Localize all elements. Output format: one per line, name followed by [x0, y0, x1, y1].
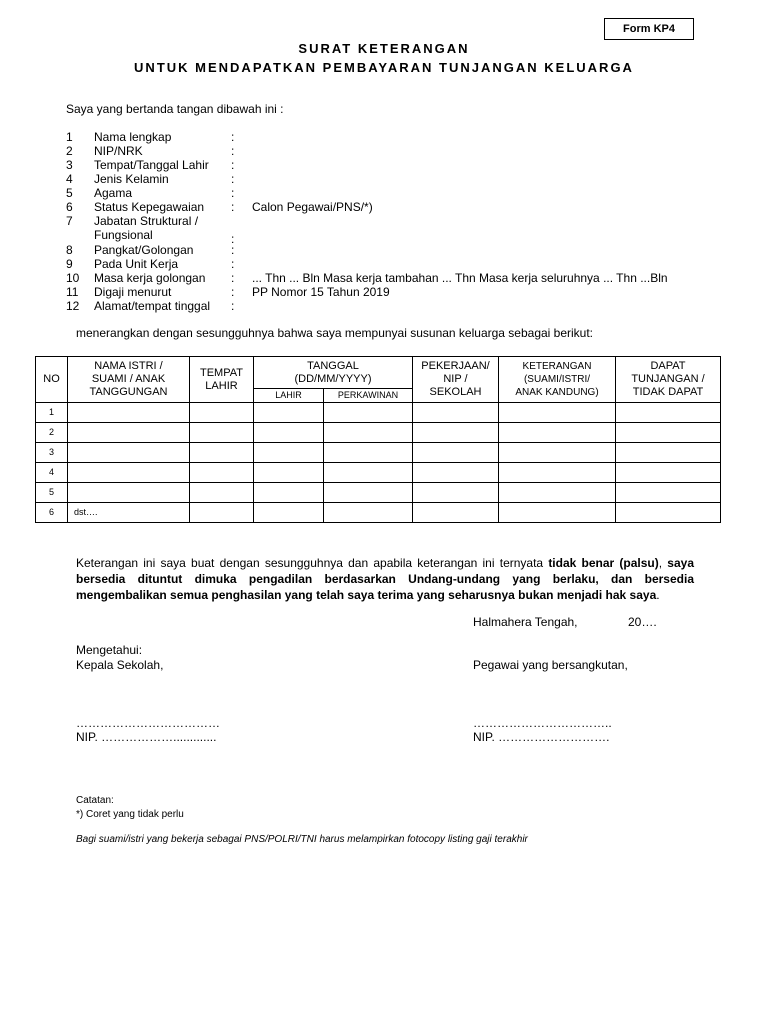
- table-row: [36, 403, 721, 423]
- field-label-position: Jabatan Struktural /: [94, 214, 199, 228]
- header-date-marriage: PERKAWINAN: [324, 389, 413, 403]
- row-cell: [254, 423, 324, 443]
- table-row: [36, 463, 721, 483]
- field-label-gender: Jenis Kelamin: [94, 172, 169, 186]
- field-label-tenure: Masa kerja golongan: [94, 271, 206, 285]
- row-cell: [413, 503, 499, 523]
- row-cell: [190, 503, 254, 523]
- field-colon: :: [231, 243, 235, 257]
- header-name-line: SUAMI / ANAK: [91, 373, 166, 385]
- nip-right: NIP. ……………………….: [473, 730, 610, 744]
- field-number: 6: [66, 200, 73, 214]
- row-cell: [499, 503, 616, 523]
- signature-line-right: ……………………………..: [473, 716, 612, 730]
- year-field: 20….: [628, 615, 657, 629]
- row-name: [68, 483, 190, 503]
- row-cell: [499, 403, 616, 423]
- field-label-unit: Pada Unit Kerja: [94, 257, 179, 271]
- row-name: dst….: [68, 503, 190, 523]
- notes-title: Catatan:: [76, 795, 114, 806]
- row-number: 2: [36, 423, 68, 443]
- row-cell: [254, 403, 324, 423]
- field-number: 1: [66, 130, 73, 144]
- row-name: [68, 443, 190, 463]
- row-cell: [413, 463, 499, 483]
- field-number: 2: [66, 144, 73, 158]
- table-row: [36, 483, 721, 503]
- field-label-status: Status Kepegawaian: [94, 200, 205, 214]
- nip-left: NIP. ……………….............: [76, 730, 217, 744]
- row-cell: [254, 483, 324, 503]
- field-colon: :: [231, 158, 235, 172]
- row-cell: [413, 403, 499, 423]
- row-cell: [324, 483, 413, 503]
- signature-line-left: ………………………………: [76, 716, 220, 730]
- row-number: 1: [36, 403, 68, 423]
- field-colon: :: [231, 172, 235, 186]
- field-colon: :: [231, 130, 235, 144]
- row-cell: [190, 483, 254, 503]
- header-job-line: NIP /: [443, 373, 468, 385]
- header-birthplace-line: TEMPAT: [200, 366, 243, 379]
- row-cell: [324, 403, 413, 423]
- row-number: 5: [36, 483, 68, 503]
- statement-paragraph: [76, 555, 694, 603]
- row-cell: [616, 443, 721, 463]
- statement-text: ,: [658, 556, 668, 570]
- row-cell: [254, 463, 324, 483]
- row-cell: [324, 503, 413, 523]
- header-name-line: TANGGUNGAN: [89, 386, 168, 398]
- field-number: 5: [66, 186, 73, 200]
- row-cell: [616, 483, 721, 503]
- field-label-position-cont: Fungsional: [94, 228, 153, 242]
- statement-text: .: [656, 588, 660, 602]
- row-cell: [499, 483, 616, 503]
- header-birthplace: [190, 357, 254, 403]
- header-date-line: TANGGAL: [307, 359, 359, 372]
- row-cell: [616, 403, 721, 423]
- header-birthplace-line: LAHIR: [205, 379, 238, 392]
- field-label-birth: Tempat/Tanggal Lahir: [94, 158, 209, 172]
- row-number: 4: [36, 463, 68, 483]
- header-note-line: ANAK KANDUNG): [515, 387, 599, 398]
- document-subtitle: UNTUK MENDAPATKAN PEMBAYARAN TUNJANGAN KELUARGA: [134, 60, 634, 75]
- header-allowance-line: DAPAT: [650, 360, 686, 372]
- family-table: [35, 356, 721, 523]
- field-number: 9: [66, 257, 73, 271]
- row-cell: [616, 423, 721, 443]
- row-cell: [190, 443, 254, 463]
- family-intro-text: menerangkan dengan sesungguhnya bahwa saya mempunyai susunan keluarga sebagai berikut:: [76, 326, 594, 340]
- header-name-line: NAMA ISTRI /: [94, 360, 163, 372]
- intro-text: Saya yang bertanda tangan dibawah ini :: [66, 102, 284, 116]
- field-label-rank: Pangkat/Golongan: [94, 243, 194, 257]
- statement-text: Keterangan ini saya buat dengan sesungguhnya dan apabila keterangan ini ternyata: [76, 556, 549, 570]
- document-title: SURAT KETERANGAN: [298, 41, 470, 56]
- acknowledged-label: Mengetahui:: [76, 643, 143, 657]
- header-note: [499, 357, 616, 403]
- row-cell: [324, 423, 413, 443]
- row-cell: [499, 423, 616, 443]
- field-number: 7: [66, 214, 73, 228]
- header-job-line: SEKOLAH: [429, 386, 482, 398]
- field-label-salary: Digaji menurut: [94, 285, 172, 299]
- table-row: [36, 443, 721, 463]
- header-note-line: (SUAMI/ISTRI/: [523, 374, 591, 385]
- header-job: [413, 357, 499, 403]
- place-date: Halmahera Tengah,: [473, 615, 578, 629]
- field-label-address: Alamat/tempat tinggal: [94, 299, 211, 313]
- row-number: 3: [36, 443, 68, 463]
- row-cell: [499, 463, 616, 483]
- header-name: [68, 357, 190, 403]
- field-colon: :: [231, 257, 235, 271]
- field-number: 8: [66, 243, 73, 257]
- header-date-line: (DD/MM/YYYY): [294, 372, 372, 385]
- field-label-religion: Agama: [94, 186, 133, 200]
- field-value-status: Calon Pegawai/PNS/*): [252, 200, 373, 214]
- header-allowance-line: TUNJANGAN /: [631, 373, 705, 385]
- note-strike: *) Coret yang tidak perlu: [76, 809, 184, 820]
- row-cell: [324, 443, 413, 463]
- field-number: 3: [66, 158, 73, 172]
- row-cell: [616, 463, 721, 483]
- field-label-nip: NIP/NRK: [94, 144, 143, 158]
- field-number: 11: [66, 285, 79, 299]
- form-code-badge: Form KP4: [604, 18, 694, 40]
- field-colon: :: [231, 285, 235, 299]
- header-note-line: KETERANGAN: [522, 361, 592, 372]
- row-cell: [190, 403, 254, 423]
- statement-bold: tidak benar (palsu): [548, 556, 659, 570]
- row-cell: [616, 503, 721, 523]
- row-name: [68, 403, 190, 423]
- header-allowance-line: TIDAK DAPAT: [632, 386, 704, 398]
- field-value-salary: PP Nomor 15 Tahun 2019: [252, 285, 390, 299]
- row-cell: [254, 503, 324, 523]
- field-number: 10: [66, 271, 80, 285]
- row-number: 6: [36, 503, 68, 523]
- field-number: 4: [66, 172, 73, 186]
- header-date-birth: LAHIR: [254, 389, 324, 403]
- field-colon: :: [231, 186, 235, 200]
- row-cell: [413, 423, 499, 443]
- row-cell: [254, 443, 324, 463]
- row-name: [68, 423, 190, 443]
- field-value-tenure: ... Thn ... Bln Masa kerja tambahan ... Thn Masa kerja seluruhnya ... Thn ...Bln: [252, 271, 668, 285]
- field-colon: :: [231, 144, 235, 158]
- row-name: [68, 463, 190, 483]
- employee-label: Pegawai yang bersangkutan,: [473, 658, 628, 672]
- field-colon: :: [231, 271, 235, 285]
- field-label-name: Nama lengkap: [94, 130, 172, 144]
- field-colon: :: [231, 200, 235, 214]
- header-allowance: [616, 357, 721, 403]
- field-colon: :: [231, 299, 235, 313]
- statement-bold: saya bersedia dituntut dimuka pengadilan berdasarkan Undang-undang yang berlaku, dan bersedia mengembalikan semua penghasilan yang telah saya terima yang seharusnya bukan menjadi hak saya: [76, 556, 694, 602]
- row-cell: [413, 483, 499, 503]
- header-date: [254, 357, 413, 389]
- row-cell: [190, 463, 254, 483]
- principal-label: Kepala Sekolah,: [76, 658, 164, 672]
- table-row: [36, 423, 721, 443]
- row-cell: [324, 463, 413, 483]
- row-cell: [413, 443, 499, 463]
- row-cell: [190, 423, 254, 443]
- header-job-line: PEKERJAAN/: [421, 360, 490, 372]
- note-attachment: Bagi suami/istri yang bekerja sebagai PNS/POLRI/TNI harus melampirkan fotocopy listing gaji terakhir: [76, 834, 528, 845]
- field-colon: :: [231, 232, 235, 246]
- table-row: [36, 503, 721, 523]
- field-number: 12: [66, 299, 80, 313]
- header-no: NO: [36, 357, 68, 403]
- row-cell: [499, 443, 616, 463]
